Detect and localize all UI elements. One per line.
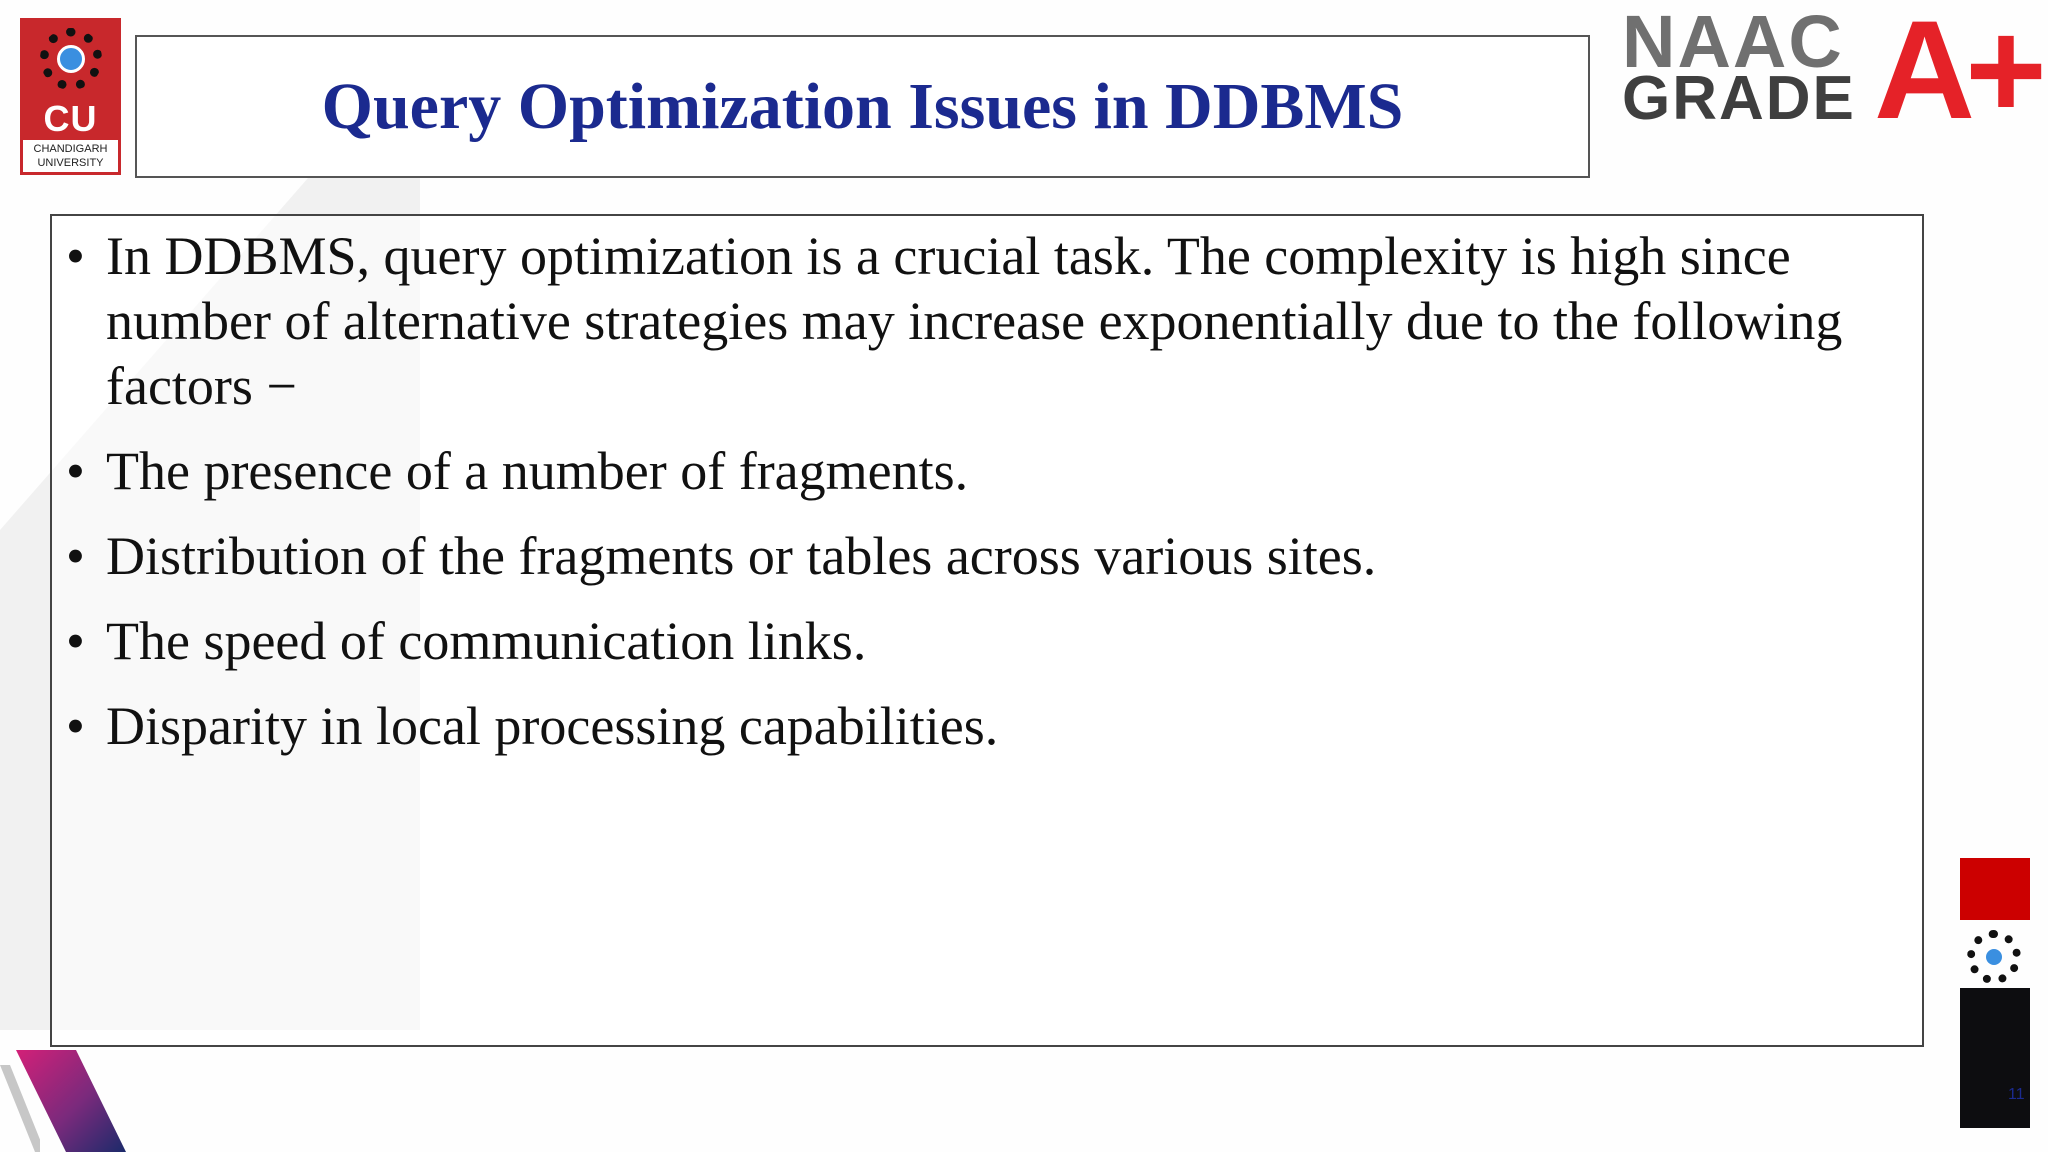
chandigarh-university-logo (20, 18, 121, 175)
bullet-icon: • (66, 696, 85, 756)
bullet-item (66, 694, 1862, 759)
bullet-text: The presence of a number of fragments. (106, 441, 969, 501)
page-number: 11 (2008, 1086, 2025, 1103)
bullet-icon: • (66, 441, 85, 501)
side-red-block (1960, 858, 2030, 920)
side-black-block (1960, 988, 2030, 1128)
bullet-icon: • (66, 226, 85, 286)
bullet-item (66, 439, 1862, 504)
bullet-text: Disparity in local processing capabilities. (106, 696, 999, 756)
bullet-icon: • (66, 611, 85, 671)
grade-value: A+ (1874, 0, 2037, 148)
gear-emblem-icon (40, 28, 102, 90)
bullet-list (66, 224, 1862, 759)
bullet-text: In DDBMS, query optimization is a crucial task. The complexity is high since number of alternative strategies may increase exponentially due to the following factors − (106, 226, 1843, 416)
bullet-text: The speed of communication links. (106, 611, 867, 671)
naac-grade-badge (1622, 0, 2042, 148)
slide-title: Query Optimization Issues in DDBMS (321, 69, 1404, 143)
title-box (135, 35, 1590, 178)
bullet-item (66, 524, 1862, 589)
logo-abbreviation: CU (43, 98, 98, 139)
grade-label: GRADE (1622, 64, 1856, 133)
bullet-text: Distribution of the fragments or tables across various sites. (106, 526, 1377, 586)
bullet-item (66, 224, 1862, 419)
bullet-icon: • (66, 526, 85, 586)
naac-label: NAAC (1622, 0, 1844, 83)
logo-university-name: CHANDIGARH UNIVERSITY (23, 140, 118, 172)
bullet-item (66, 609, 1862, 674)
content-box (50, 214, 1924, 1047)
side-gear-icon (1967, 930, 2021, 984)
